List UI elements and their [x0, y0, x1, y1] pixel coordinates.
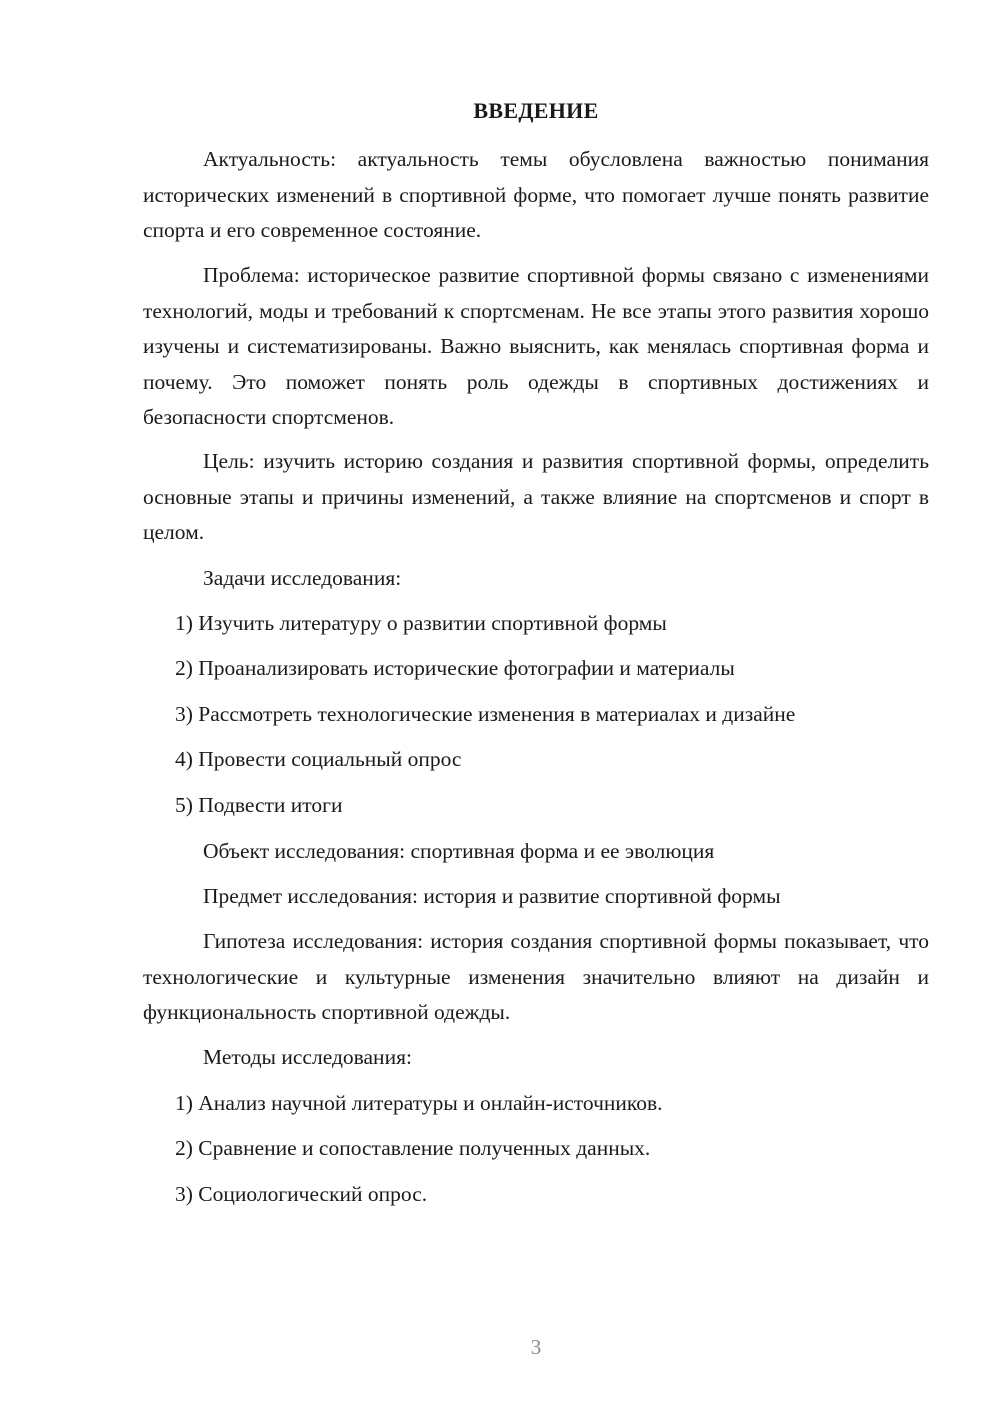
method-item: 1) Анализ научной литературы и онлайн-источников.	[175, 1091, 663, 1115]
page-title: ВВЕДЕНИЕ	[473, 98, 599, 123]
method-item: 3) Социологический опрос.	[175, 1182, 428, 1206]
method-item: 2) Сравнение и сопоставление полученных данных.	[175, 1136, 651, 1160]
task-item: 3) Рассмотреть технологические изменения в материалах и дизайне	[175, 702, 796, 726]
relevance-paragraph: Актуальность: актуальность темы обусловлена важностью понимания исторических изменений в спортивной форме, что помогает лучше понять развитие спорта и его современное состояние.	[143, 147, 929, 242]
task-item: 1) Изучить литературу о развитии спортивной формы	[175, 611, 667, 635]
tasks-heading: Задачи исследования:	[203, 566, 402, 590]
object-line: Объект исследования: спортивная форма и ее эволюция	[203, 839, 715, 863]
page-number: 3	[530, 1335, 542, 1359]
task-item: 2) Проанализировать исторические фотографии и материалы	[175, 656, 735, 680]
task-item: 4) Провести социальный опрос	[175, 747, 462, 771]
methods-heading: Методы исследования:	[203, 1045, 412, 1069]
hypothesis-paragraph: Гипотеза исследования: история создания спортивной формы показывает, что технологические и культурные изменения значительно влияют на дизайн и функциональность спортивной одежды.	[143, 929, 929, 1024]
subject-line: Предмет исследования: история и развитие спортивной формы	[203, 884, 781, 908]
problem-paragraph: Проблема: историческое развитие спортивной формы связано с изменениями технологий, моды и требований к спортсменам. Не все этапы этого развития хорошо изучены и систематизированы. Важно выяснить, как менялась спортивная форма и почему. Это поможет понять роль одежды в спортивных достижениях и безопасности спортсменов.	[143, 263, 929, 429]
goal-paragraph: Цель: изучить историю создания и развития спортивной формы, определить основные этапы и причины изменений, а также влияние на спортсменов и спорт в целом.	[143, 449, 929, 544]
task-item: 5) Подвести итоги	[175, 793, 343, 817]
